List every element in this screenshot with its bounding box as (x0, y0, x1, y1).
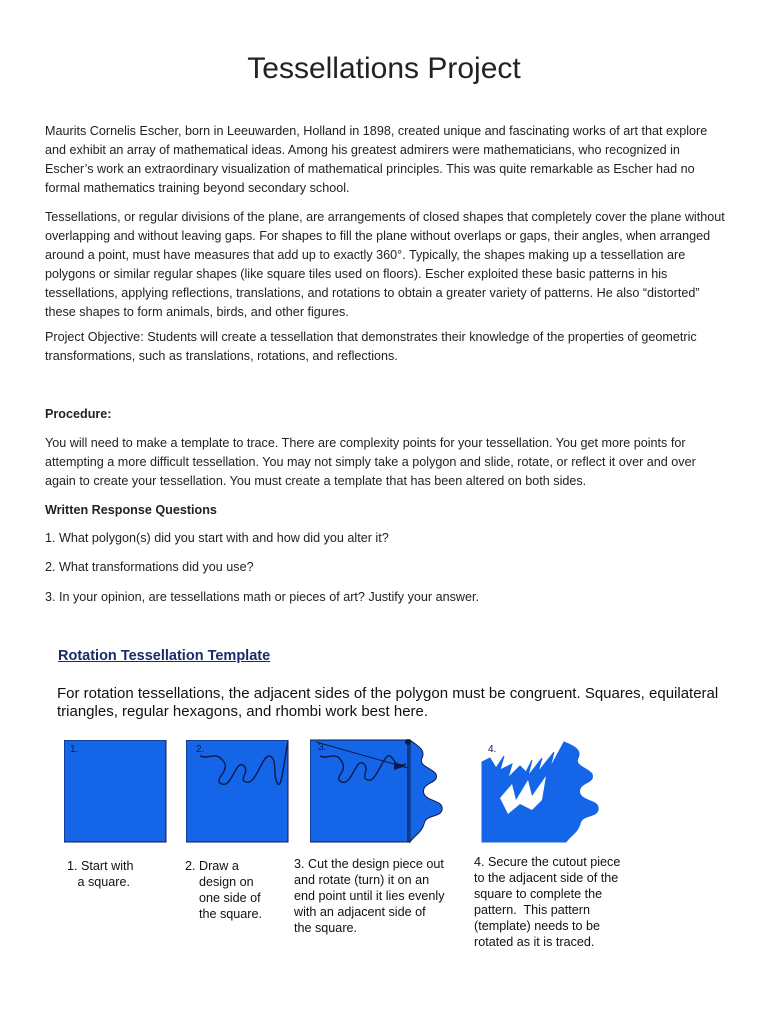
step-4-number: 4. (488, 744, 497, 755)
step-3-caption: 3. Cut the design piece out and rotate (turn) it on an end point until it lies evenly with an adjacent side of the square. (294, 857, 445, 935)
paragraph-objective: Project Objective: Students will create a tessellation that demonstrates their knowledge of the properties of geometric transformations, such as translations, rotations, and reflections. (45, 330, 697, 363)
step-2-caption: 2. Draw a design on one side of the square. (185, 859, 263, 921)
template-title: Rotation Tessellation Template (58, 648, 271, 664)
question-3: 3. In your opinion, are tessellations math or pieces of art? Justify your answer. (45, 590, 480, 604)
paragraph-tessellations: Tessellations, or regular divisions of the plane, are arrangements of closed shapes that completely cover the plane without overlapping and without leaving gaps. For shapes to fill the plane without overlaps or gaps, their angles, when arranged around a point, must have measures that add up to exactly 360°. Typically, the shapes making up a tessellation are polygons or similar regular shapes (like square tiles used on floors). Escher exploited these basic patterns in his tessellations, applying reflections, translations, and rotations to obtain a greater variety of patterns. He also “distorted” these shapes to form animals, birds, and other figures. (45, 210, 725, 319)
blue-square-shape (186, 740, 288, 842)
paragraph-escher: Maurits Cornelis Escher, born in Leeuwarden, Holland in 1898, created unique and fascinating works of art that explore and exhibit an array of mathematical ideas. Among his greatest admirers were mathematicians, who recognized in Escher’s work an extraordinary visualization of mathematical principles. This was quite remarkable as Escher had no formal mathematics training beyond secondary school. (45, 124, 708, 195)
procedure-text (45, 434, 725, 491)
step-4-template-figure (470, 738, 632, 850)
blue-square-shape (310, 740, 410, 842)
procedure-heading: Procedure: (45, 407, 112, 421)
question-2: 2. What transformations did you use? (45, 560, 254, 574)
page-title: Tessellations Project (247, 52, 521, 85)
paragraph-procedure: You will need to make a template to trace. There are complexity points for your tessellation. You get more points for attempting a more difficult tessellation. You may not simply take a polygon and slide, rotate, or reflect it over and over again to create your tessellation. You must create a template that has been altered on both sides. (45, 436, 696, 488)
written-response-heading: Written Response Questions (45, 503, 217, 517)
step-1-square-figure (64, 740, 168, 844)
step-3-rotation-figure (310, 738, 460, 848)
rotated-piece-shape (410, 740, 442, 842)
blue-square-shape (64, 740, 166, 842)
step-4-caption: 4. Secure the cutout piece to the adjacent side of the square to complete the pattern. This pattern (template) needs to be rotated as it is traced. (474, 855, 621, 949)
tessellations-paragraph (45, 208, 725, 322)
question-1: 1. What polygon(s) did you start with and how did you alter it? (45, 531, 389, 545)
step-3-number: 3. (318, 742, 327, 753)
step-2-number: 2. (196, 744, 205, 755)
pivot-point-icon (405, 739, 411, 745)
step-1-number: 1. (70, 744, 79, 755)
intro-paragraph (45, 122, 725, 198)
objective-paragraph (45, 328, 725, 366)
template-intro: For rotation tessellations, the adjacent sides of the polygon must be congruent. Squares, equilateral triangles, regular hexagons, and rhombi work best here. (57, 685, 719, 720)
step-2-square-figure (186, 740, 292, 846)
step-1-caption: 1. Start with a square. (67, 859, 134, 889)
